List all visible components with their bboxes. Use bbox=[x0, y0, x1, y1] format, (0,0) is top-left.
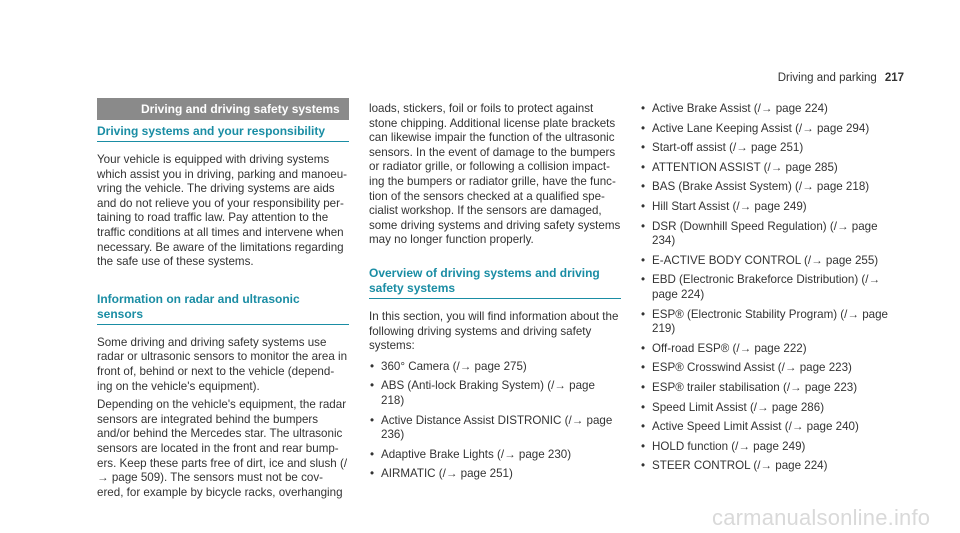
list-item: • Speed Limit Assist (/→ page 286) bbox=[640, 401, 892, 416]
page-number: 217 bbox=[884, 72, 904, 84]
paragraph-responsibility: Your vehicle is equipped with driving systems which assist you in driving, parking and manoeu-vring the vehicle. The driving systems are aids and do not relieve you of your responsibility per-taining to road traffic law. Pay attention to the traffic conditions at all times and intervene when necessary. Be aware of the limitations regarding the safe use of these systems. bbox=[97, 153, 348, 269]
list-item: • Adaptive Brake Lights (/→ page 230) bbox=[369, 448, 621, 463]
paragraph-sensors-3: loads, stickers, foil or foils to protect against stone chipping. Additional license plate brackets can likewise impair the function of the ultrasonic sensors. In the event of damage to the bumpers or radiator grille, or following a collision impact-ing the bumpers or radiator grille, have the func-tion of the sensors checked at a qualified spe-cialist workshop. If the sensors are damaged, some driving systems and driving safety systems may no longer function properly. bbox=[369, 102, 621, 247]
heading-overview: Overview of driving systems and driving safety systems bbox=[369, 266, 621, 299]
list-item: • ABS (Anti-lock Braking System) (/→ page 218) bbox=[369, 379, 621, 408]
list-item: • HOLD function (/→ page 249) bbox=[640, 440, 892, 455]
column-middle bbox=[369, 102, 621, 487]
list-item: • Off-road ESP® (/→ page 222) bbox=[640, 342, 892, 357]
column-left bbox=[97, 98, 349, 504]
list-item: • 360° Camera (/→ page 275) bbox=[369, 360, 621, 375]
list-item: • ESP® Crosswind Assist (/→ page 223) bbox=[640, 361, 892, 376]
heading-sensors: Information on radar and ultrasonic sensors bbox=[97, 292, 349, 325]
list-item: • Start-off assist (/→ page 251) bbox=[640, 141, 892, 156]
page-header bbox=[778, 72, 904, 84]
systems-list-right bbox=[640, 102, 892, 474]
list-item: • Active Lane Keeping Assist (/→ page 294) bbox=[640, 122, 892, 137]
header-title: Driving and parking bbox=[777, 72, 877, 84]
list-item: • Hill Start Assist (/→ page 249) bbox=[640, 200, 892, 215]
list-item: • DSR (Downhill Speed Regulation) (/→ page 234) bbox=[640, 220, 892, 249]
column-right bbox=[640, 102, 892, 479]
list-item: • EBD (Electronic Brakeforce Distribution) (/→ page 224) bbox=[640, 273, 892, 302]
list-item: • Active Distance Assist DISTRONIC (/→ page 236) bbox=[369, 414, 621, 443]
list-item: • ESP® (Electronic Stability Program) (/→ page 219) bbox=[640, 308, 892, 337]
list-item: • BAS (Brake Assist System) (/→ page 218) bbox=[640, 180, 892, 195]
section-title: Driving and driving safety systems bbox=[97, 98, 349, 120]
list-item: • E-ACTIVE BODY CONTROL (/→ page 255) bbox=[640, 254, 892, 269]
list-item: • AIRMATIC (/→ page 251) bbox=[369, 467, 621, 482]
paragraph-sensors-2: Depending on the vehicle's equipment, the radar sensors are integrated behind the bumpers and/or behind the Mercedes star. The ultrasonic sensors are located in the front and rear bump-ers. Keep these parts free of dirt, ice and slush (/→ page 509). The sensors must not be cov-ered, for example by bicycle racks, overhanging bbox=[97, 398, 348, 499]
list-item: • ESP® trailer stabilisation (/→ page 223) bbox=[640, 381, 892, 396]
paragraph-overview-intro: In this section, you will find information about the following driving systems and driving safety systems: bbox=[369, 309, 619, 353]
watermark: carmanualsonline.info bbox=[712, 505, 931, 530]
list-item: • Active Brake Assist (/→ page 224) bbox=[640, 102, 892, 117]
systems-list-middle bbox=[369, 360, 621, 482]
list-item: • Active Speed Limit Assist (/→ page 240) bbox=[640, 420, 892, 435]
heading-responsibility: Driving systems and your responsibility bbox=[97, 124, 349, 142]
list-item: • ATTENTION ASSIST (/→ page 285) bbox=[640, 161, 892, 176]
paragraph-sensors-1: Some driving and driving safety systems use radar or ultrasonic sensors to monitor the area in front of, behind or next to the vehicle (depend-ing on the vehicle's equipment). bbox=[97, 335, 348, 393]
list-item: • STEER CONTROL (/→ page 224) bbox=[640, 459, 892, 474]
